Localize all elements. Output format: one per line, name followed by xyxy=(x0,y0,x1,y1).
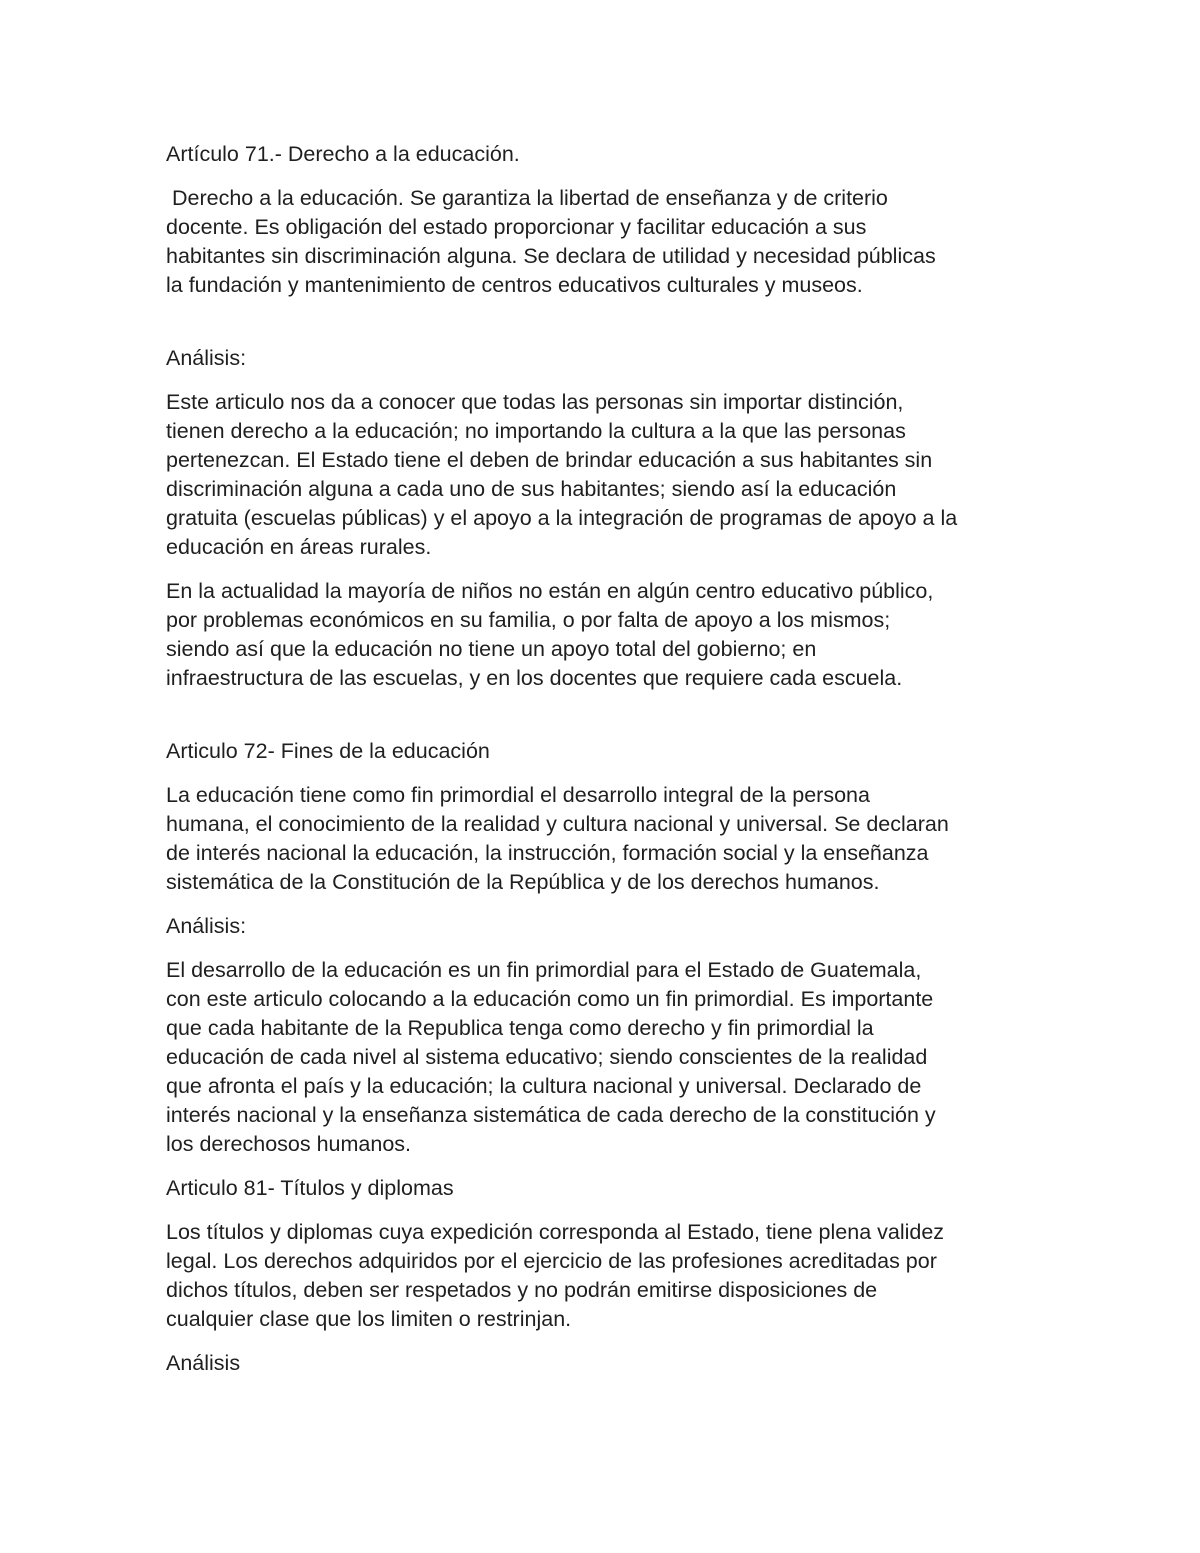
heading-line: Análisis xyxy=(166,1351,241,1375)
paragraph-line: los derechosos humanos. xyxy=(166,1132,412,1156)
article-81-heading xyxy=(166,1174,1046,1203)
paragraph-line: Los títulos y diplomas cuya expedición corresponda al Estado, tiene plena validez xyxy=(166,1220,945,1244)
paragraph-line: gratuita (escuelas públicas) y el apoyo a la integración de programas de apoyo a la xyxy=(166,506,958,530)
article-72-analysis-heading xyxy=(166,912,1046,941)
paragraph-line: que cada habitante de la Republica tenga como derecho y fin primordial la xyxy=(166,1016,874,1040)
paragraph-line: educación en áreas rurales. xyxy=(166,535,432,559)
paragraph-line: la fundación y mantenimiento de centros educativos culturales y museos. xyxy=(166,273,863,297)
paragraph-line: humana, el conocimiento de la realidad y cultura nacional y universal. Se declaran xyxy=(166,812,949,836)
article-72-analysis-paragraph xyxy=(166,956,1046,1159)
heading-line: Análisis: xyxy=(166,914,247,938)
paragraph-line: que afronta el país y la educación; la cultura nacional y universal. Declarado de xyxy=(166,1074,922,1098)
paragraph-line: docente. Es obligación del estado proporcionar y facilitar educación a sus xyxy=(166,215,867,239)
article-71-text xyxy=(166,184,1046,300)
article-71-analysis-paragraph-2 xyxy=(166,577,1046,693)
paragraph-line: El desarrollo de la educación es un fin primordial para el Estado de Guatemala, xyxy=(166,958,922,982)
heading-line: Artículo 71.- Derecho a la educación. xyxy=(166,142,520,166)
paragraph-line: cualquier clase que los limiten o restrinjan. xyxy=(166,1307,572,1331)
paragraph-line: infraestructura de las escuelas, y en los docentes que requiere cada escuela. xyxy=(166,666,903,690)
article-71-analysis-heading xyxy=(166,344,1046,373)
paragraph-line: con este articulo colocando a la educación como un fin primordial. Es importante xyxy=(166,987,934,1011)
paragraph-line: por problemas económicos en su familia, o por falta de apoyo a los mismos; xyxy=(166,608,891,632)
paragraph-line: sistemática de la Constitución de la República y de los derechos humanos. xyxy=(166,870,880,894)
paragraph-line: legal. Los derechos adquiridos por el ejercicio de las profesiones acreditadas por xyxy=(166,1249,937,1273)
paragraph-line: dichos títulos, deben ser respetados y no podrán emitirse disposiciones de xyxy=(166,1278,878,1302)
article-71-heading xyxy=(166,140,1046,169)
article-81-text xyxy=(166,1218,1046,1334)
paragraph-line: pertenezcan. El Estado tiene el deben de brindar educación a sus habitantes sin xyxy=(166,448,933,472)
paragraph-line: Derecho a la educación. Se garantiza la libertad de enseñanza y de criterio xyxy=(166,186,888,210)
document-body xyxy=(166,140,1046,1393)
heading-line: Análisis: xyxy=(166,346,247,370)
paragraph-line: interés nacional y la enseñanza sistemática de cada derecho de la constitución y xyxy=(166,1103,936,1127)
paragraph-line: En la actualidad la mayoría de niños no están en algún centro educativo público, xyxy=(166,579,934,603)
paragraph-line: La educación tiene como fin primordial el desarrollo integral de la persona xyxy=(166,783,870,807)
paragraph-line: educación de cada nivel al sistema educativo; siendo conscientes de la realidad xyxy=(166,1045,928,1069)
article-71-analysis-paragraph-1 xyxy=(166,388,1046,562)
paragraph-line: habitantes sin discriminación alguna. Se declara de utilidad y necesidad públicas xyxy=(166,244,936,268)
article-81-analysis-heading xyxy=(166,1349,1046,1378)
paragraph-line: siendo así que la educación no tiene un apoyo total del gobierno; en xyxy=(166,637,817,661)
heading-line: Articulo 72- Fines de la educación xyxy=(166,739,490,763)
paragraph-line: discriminación alguna a cada uno de sus habitantes; siendo así la educación xyxy=(166,477,897,501)
paragraph-line: Este articulo nos da a conocer que todas las personas sin importar distinción, xyxy=(166,390,904,414)
article-72-heading xyxy=(166,737,1046,766)
article-72-text xyxy=(166,781,1046,897)
heading-line: Articulo 81- Títulos y diplomas xyxy=(166,1176,454,1200)
paragraph-line: de interés nacional la educación, la instrucción, formación social y la enseñanza xyxy=(166,841,929,865)
paragraph-line: tienen derecho a la educación; no importando la cultura a la que las personas xyxy=(166,419,906,443)
